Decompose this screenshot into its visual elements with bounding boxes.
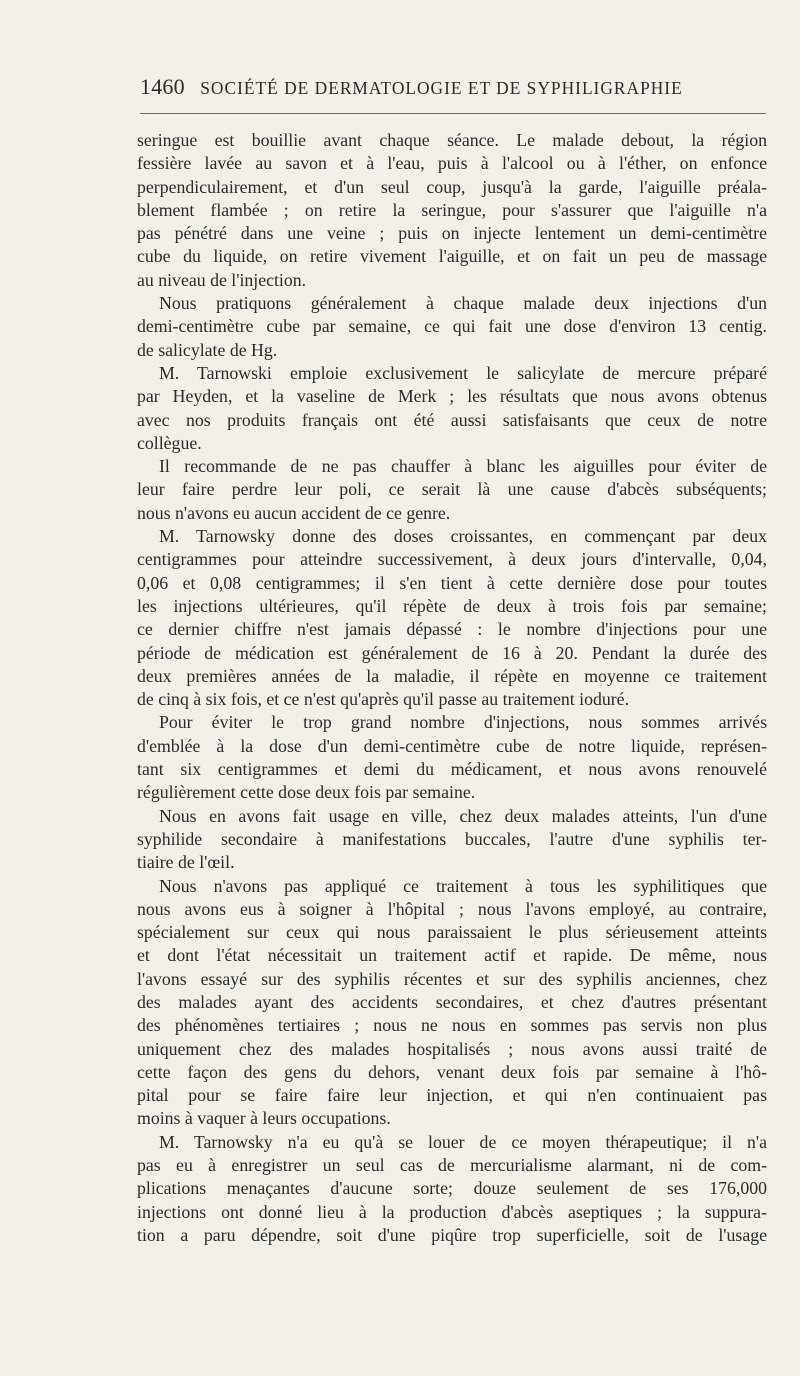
text-line: Pour éviter le trop grand nombre d'injections, nous sommes arrivés — [159, 712, 767, 733]
text-line: syphilide secondaire à manifestations buccales, l'autre d'une syphilis ter- — [137, 828, 767, 849]
text-line: nous avons eus à soigner à l'hôpital ; nous l'avons employé, au contraire, — [137, 898, 767, 919]
text-line: par Heyden, et la vaseline de Merk ; les résultats que nous avons obtenus — [137, 386, 767, 407]
text-line: demi-centimètre cube par semaine, ce qui fait une dose d'environ 13 centig. — [137, 316, 767, 337]
text-line: des malades ayant des accidents secondaires, et chez d'autres présentant — [137, 991, 767, 1012]
text-line: Il recommande de ne pas chauffer à blanc les aiguilles pour éviter de — [159, 456, 767, 477]
text-line: cube du liquide, on retire vivement l'aiguille, et on fait un peu de massage — [137, 246, 767, 267]
text-line: leur faire perdre leur poli, ce serait là une cause d'abcès subséquents; — [137, 479, 767, 500]
text-line: pital pour se faire faire leur injection, et qui n'en continuaient pas — [137, 1085, 767, 1106]
text-line: ce dernier chiffre n'est jamais dépassé : le nombre d'injections pour une — [137, 619, 767, 640]
text-line: spécialement sur ceux qui nous paraissaient le plus sérieusement atteints — [137, 922, 767, 943]
page-number: 1460 — [140, 74, 185, 99]
text-line: M. Tarnowski emploie exclusivement le salicylate de mercure préparé — [159, 362, 767, 383]
header-rule — [140, 113, 766, 114]
text-line: blement flambée ; on retire la seringue, pour s'assurer que l'aiguille n'a — [137, 199, 767, 220]
text-line: 0,06 et 0,08 centigrammes; il s'en tient à cette dernière dose pour toutes — [137, 572, 767, 593]
text-line: cette façon des gens du dehors, venant deux fois par semaine à l'hô- — [137, 1061, 767, 1082]
body-text — [137, 129, 767, 1247]
text-line: de salicylate de Hg. — [137, 339, 278, 360]
text-line: pas eu à enregistrer un seul cas de mercurialisme alarmant, ni de com- — [137, 1155, 767, 1176]
text-line: de cinq à six fois, et ce n'est qu'après qu'il passe au traitement ioduré. — [137, 689, 630, 710]
text-line: deux premières années de la maladie, il répète en moyenne ce traitement — [137, 665, 767, 686]
text-line: pas pénétré dans une veine ; puis on injecte lentement un demi-centimètre — [137, 223, 767, 244]
text-line: moins à vaquer à leurs occupations. — [137, 1108, 391, 1129]
text-line: nous n'avons eu aucun accident de ce genre. — [137, 502, 451, 523]
text-line: des phénomènes tertiaires ; nous ne nous en sommes pas servis non plus — [137, 1015, 767, 1036]
text-line: Nous pratiquons généralement à chaque malade deux injections d'un — [159, 293, 767, 314]
text-line: uniquement chez des malades hospitalisés ; nous avons aussi traité de — [137, 1038, 767, 1059]
text-line: période de médication est généralement de 16 à 20. Pendant la durée des — [137, 642, 767, 663]
text-line: centigrammes pour atteindre successivement, à deux jours d'intervalle, 0,04, — [137, 549, 767, 570]
text-line: M. Tarnowsky n'a eu qu'à se louer de ce moyen thérapeutique; il n'a — [159, 1131, 767, 1152]
text-line: d'emblée à la dose d'un demi-centimètre cube de notre liquide, représen- — [137, 735, 767, 756]
text-line: Nous en avons fait usage en ville, chez deux malades atteints, l'un d'une — [159, 805, 767, 826]
text-line: seringue est bouillie avant chaque séance. Le malade debout, la région — [137, 130, 767, 150]
text-line: fessière lavée au savon et à l'eau, puis à l'alcool ou à l'éther, on enfonce — [137, 153, 767, 174]
text-line: l'avons essayé sur des syphilis récentes et sur des syphilis anciennes, chez — [137, 968, 767, 989]
text-line: M. Tarnowsky donne des doses croissantes, en commençant par deux — [159, 526, 767, 547]
text-line: tant six centigrammes et demi du médicament, et nous avons renouvelé — [137, 759, 767, 780]
text-line: les injections ultérieures, qu'il répète de deux à trois fois par semaine; — [137, 595, 767, 616]
running-title: SOCIÉTÉ DE DERMATOLOGIE ET DE SYPHILIGRAPHIE — [200, 78, 683, 98]
text-line: tion a paru dépendre, soit d'une piqûre trop superficielle, soit de l'usage — [137, 1224, 767, 1245]
text-line: régulièrement cette dose deux fois par semaine. — [137, 782, 476, 803]
text-line: perpendiculairement, et d'un seul coup, jusqu'à la garde, l'aiguille préala- — [137, 176, 767, 197]
text-line: plications menaçantes d'aucune sorte; douze seulement de ses 176,000 — [137, 1178, 767, 1199]
text-line: Nous n'avons pas appliqué ce traitement à tous les syphilitiques que — [159, 875, 767, 896]
text-line: avec nos produits français ont été aussi satisfaisants que ceux de notre — [137, 409, 767, 430]
text-line: tiaire de l'œil. — [137, 852, 235, 873]
running-header — [140, 74, 766, 104]
text-line: injections ont donné lieu à la production d'abcès aseptiques ; la suppura- — [137, 1201, 767, 1222]
text-line: et dont l'état nécessitait un traitement actif et rapide. De même, nous — [137, 945, 767, 966]
text-line: collègue. — [137, 432, 202, 453]
text-line: au niveau de l'injection. — [137, 269, 307, 290]
